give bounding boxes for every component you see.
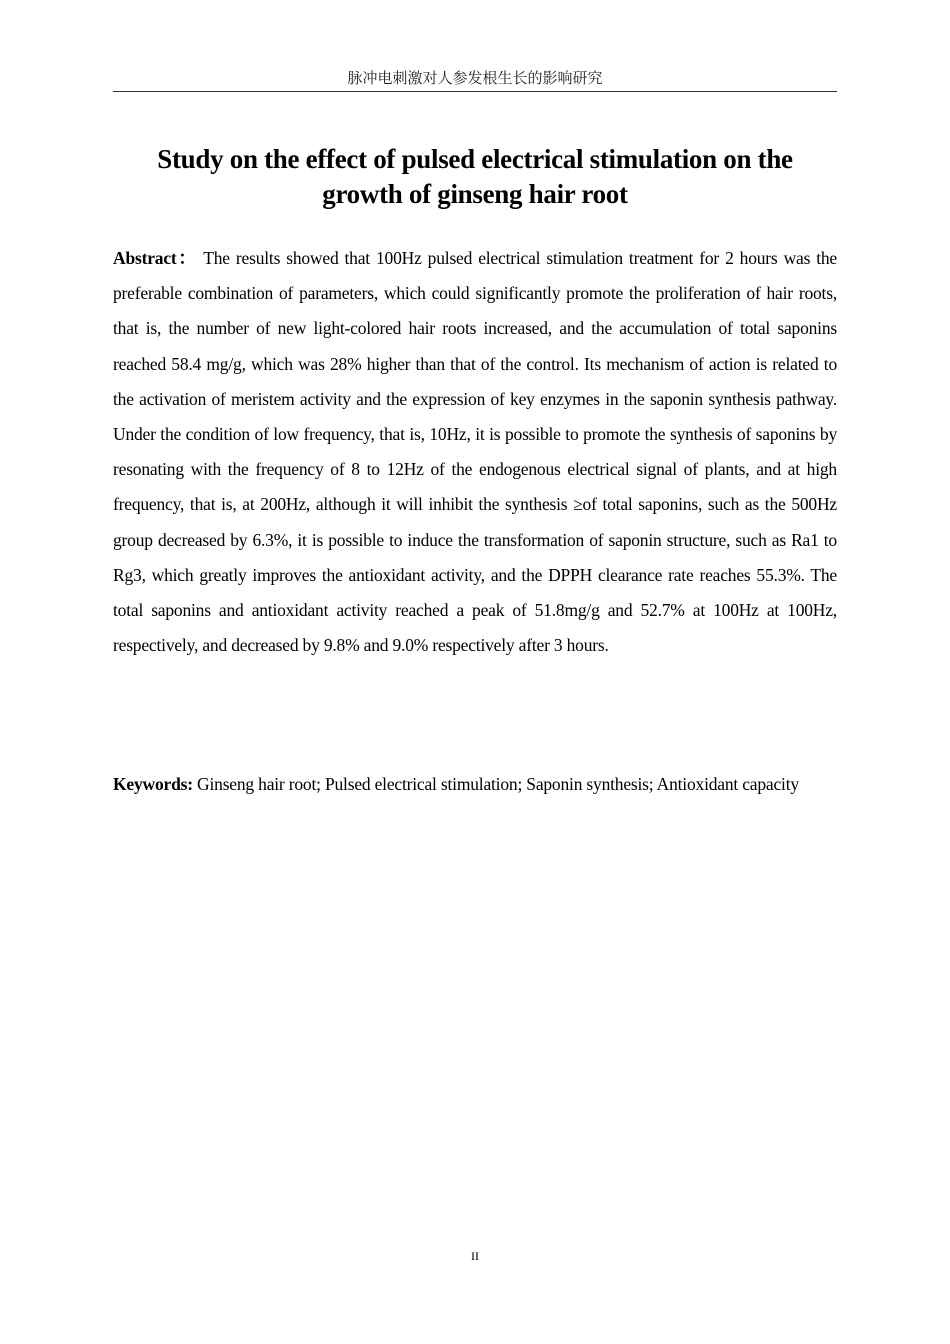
abstract-label: Abstract： bbox=[113, 248, 198, 268]
keywords-section bbox=[113, 767, 837, 802]
paper-title bbox=[113, 142, 837, 212]
paper-title-line-1: Study on the effect of pulsed electrical stimulation on the bbox=[157, 144, 793, 174]
header-divider bbox=[113, 91, 837, 92]
abstract-body: The results showed that 100Hz pulsed electrical stimulation treatment for 2 hours was the preferable combination of parameters, which could significantly promote the proliferation of hair roots, that is, the number of new light-colored hair roots increased, and the accumulation of total saponins reached 58.4 mg/g, which was 28% higher than that of the control. Its mechanism of action is related to the activation of meristem activity and the expression of key enzymes in the saponin synthesis pathway. Under the condition of low frequency, that is, 10Hz, it is possible to promote the synthesis of saponins by resonating with the frequency of 8 to 12Hz of the endogenous electrical signal of plants, and at high frequency, that is, at 200Hz, although it will inhibit the synthesis ≥of total saponins, such as the 500Hz group decreased by 6.3%, it is possible to induce the transformation of saponin structure, such as Ra1 to Rg3, which greatly improves the antioxidant activity, and the DPPH clearance rate reaches 55.3%. The total saponins and antioxidant activity reached a peak of 51.8mg/g and 52.7% at 100Hz at 100Hz, respectively, and decreased by 9.8% and 9.0% respectively after 3 hours. bbox=[113, 248, 838, 656]
page-number: II bbox=[471, 1249, 479, 1263]
keywords-label: Keywords: bbox=[113, 774, 193, 794]
running-header: 脉冲电刺激对人参发根生长的影响研究 bbox=[347, 69, 603, 87]
abstract-section bbox=[113, 241, 837, 663]
keywords-body: Ginseng hair root; Pulsed electrical stimulation; Saponin synthesis; Antioxidant capacity bbox=[197, 774, 799, 794]
paper-title-line-2: growth of ginseng hair root bbox=[322, 179, 628, 209]
